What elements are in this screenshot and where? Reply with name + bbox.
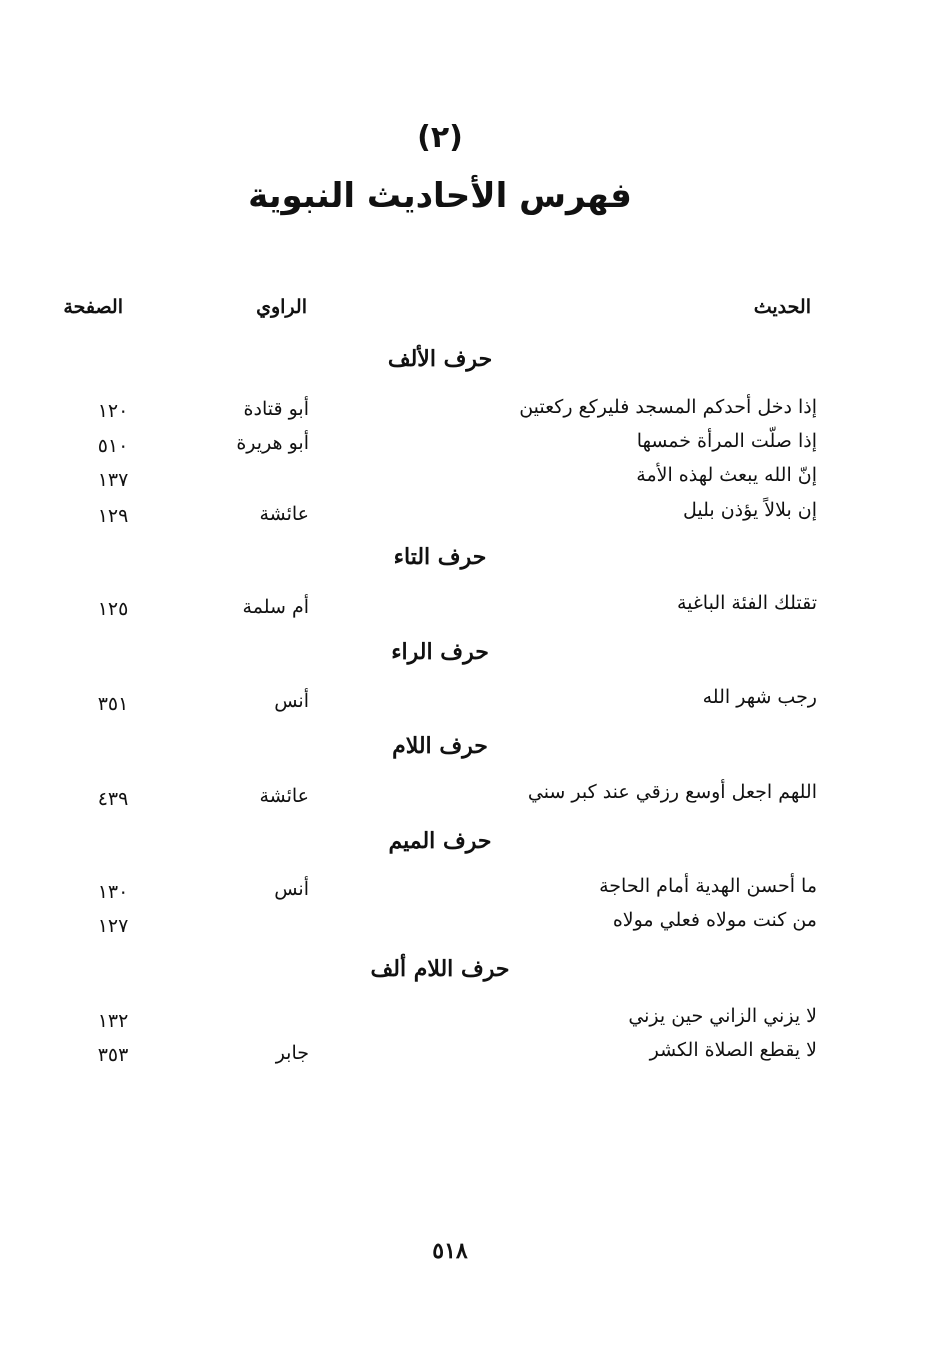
hadith-text: رجب شهر الله <box>702 686 817 708</box>
section-heading: حرف اللام <box>392 733 488 759</box>
page-number: ١٣٠ <box>97 881 129 903</box>
page-number: ١٢٥ <box>97 598 129 620</box>
hadith-text: إذا دخل أحدكم المسجد فليركع ركعتين <box>519 396 817 418</box>
chapter-number: (٢) <box>417 120 463 155</box>
hadith-text: من كنت مولاه فعلي مولاه <box>612 909 817 931</box>
narrator-name: أبو هريرة <box>236 432 309 454</box>
page-number: ٥١٠ <box>97 435 129 457</box>
page-number: ١٣٢ <box>97 1010 129 1032</box>
section-heading: حرف اللام ألف <box>370 956 510 982</box>
page-folio-number: ٥١٨ <box>432 1238 468 1264</box>
section-heading: حرف الراء <box>391 639 489 665</box>
hadith-text: إن بلالاً يؤذن بليل <box>682 499 817 521</box>
page-number: ٣٥٣ <box>97 1044 129 1066</box>
hadith-text: تقتلك الفئة الباغية <box>676 592 817 614</box>
hadith-text: إنّ الله يبعث لهذه الأمة <box>636 464 817 486</box>
page-number: ١٢٩ <box>97 505 129 527</box>
page-number: ٤٣٩ <box>97 788 129 810</box>
hadith-text: ما أحسن الهدية أمام الحاجة <box>599 875 817 897</box>
page-number: ١٣٧ <box>97 469 129 491</box>
narrator-name: أنس <box>274 690 309 712</box>
section-heading: حرف التاء <box>393 544 487 570</box>
page-number: ١٢٧ <box>97 915 129 937</box>
hadith-text: اللهم اجعل أوسع رزقي عند كبر سني <box>527 781 817 803</box>
column-header-narrator: الراوي <box>256 296 307 318</box>
narrator-name: جابر <box>275 1042 309 1064</box>
narrator-name: عائشة <box>259 785 309 807</box>
narrator-name: أم سلمة <box>242 596 309 618</box>
narrator-name: عائشة <box>259 503 309 525</box>
section-heading: حرف الألف <box>387 346 493 372</box>
hadith-text: لا يقطع الصلاة الكشر <box>649 1039 817 1061</box>
narrator-name: أبو قتادة <box>243 398 309 420</box>
hadith-text: إذا صلّت المرأة خمسها <box>636 430 817 452</box>
column-header-hadith: الحديث <box>753 296 811 318</box>
column-header-page: الصفحة <box>63 296 123 318</box>
section-heading: حرف الميم <box>388 828 492 854</box>
page-number: ١٢٠ <box>97 400 129 422</box>
page-title: فهرس الأحاديث النبوية <box>248 176 632 216</box>
narrator-name: أنس <box>274 878 309 900</box>
page-number: ٣٥١ <box>97 693 129 715</box>
hadith-text: لا يزني الزاني حين يزني <box>628 1005 817 1027</box>
